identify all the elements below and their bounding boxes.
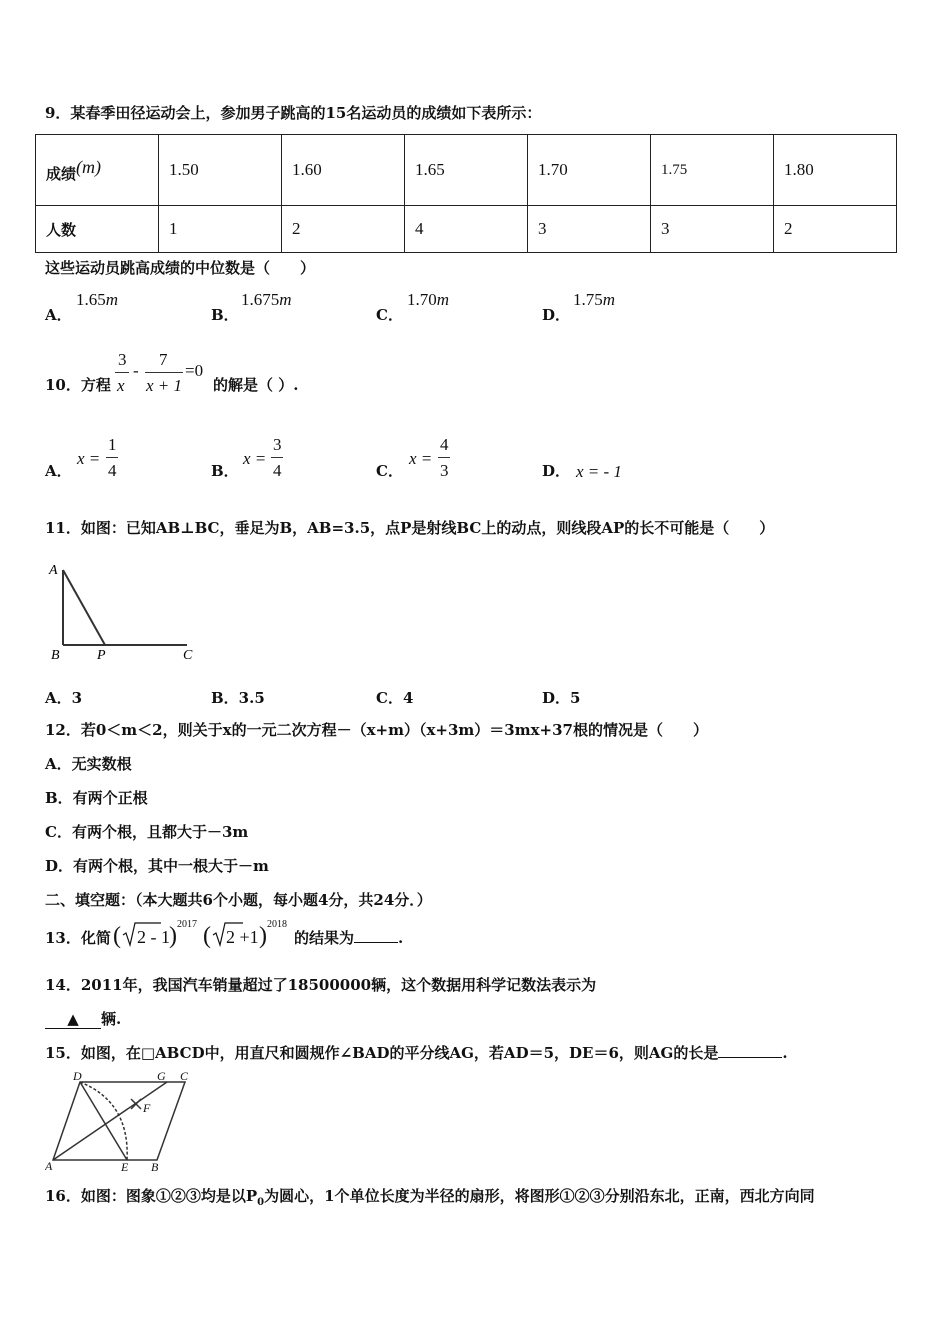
q13-exp2: 2018 [267, 919, 287, 930]
label-p: P [97, 648, 106, 663]
table-cell: 1.60 [282, 135, 405, 206]
label-c: C [183, 648, 193, 663]
table-cell: 1.80 [774, 135, 897, 206]
q9-option-b: B． [211, 306, 239, 324]
label-a: A [45, 1159, 53, 1173]
q10-num1: 3 [118, 350, 127, 369]
q9-table [35, 134, 897, 253]
q14-stem: 14．2011年，我国汽车销量超过了18500000辆，这个数据用科学记数法表示为 [45, 976, 597, 994]
q12-option-c: C．有两个根，且都大于－3m [45, 823, 249, 841]
q12-option-a: A．无实数根 [45, 755, 132, 773]
q9-option-a: A． [45, 306, 72, 324]
table-cell: 2 [774, 206, 897, 253]
label-d: D [73, 1072, 82, 1083]
q10-option-a-bar [106, 457, 118, 458]
q9-option-b-value: 1.675m [241, 290, 292, 309]
q10-option-c-num: 4 [440, 435, 449, 454]
q10-option-d-lhs: x = - 1 [576, 462, 622, 481]
q11-option-a: A．3 [45, 689, 83, 707]
table-cell: 1.65 [405, 135, 528, 206]
q10-fraction-bar-1 [115, 372, 129, 373]
q12-option-d: D．有两个根，其中一根大于－m [45, 857, 269, 875]
q9-stem: 9．某春季田径运动会上，参加男子跳高的15名运动员的成绩如下表所示： [45, 104, 542, 122]
answer-blank[interactable] [354, 942, 398, 943]
q11-option-b: B．3.5 [211, 689, 265, 707]
q10-option-a-lhs: x = [77, 449, 101, 468]
q9-question: 这些运动员跳高成绩的中位数是（ ） [45, 259, 316, 277]
svg-text:): ) [169, 923, 177, 949]
q13-expr2: 2 +1 [226, 927, 259, 947]
q10-option-b-den: 4 [273, 461, 282, 480]
q12-option-b: B．有两个正根 [45, 789, 148, 807]
q10-option-c-bar [438, 457, 450, 458]
segment-ap [63, 570, 105, 645]
answer-blank[interactable] [718, 1057, 782, 1058]
q9-option-c: C． [376, 306, 403, 324]
q12-stem: 12．若0＜m＜2，则关于x的一元二次方程－（x+m）（x+3m）＝3mx+37根的情况是（ ） [45, 721, 708, 739]
q9-option-a-value: 1.65m [76, 290, 119, 309]
q15-stem: 15．如图，在□ABCD中，用直尺和圆规作∠BAD的平分线AG，若AD＝5，DE＝6，则AG的长是 . [45, 1044, 788, 1062]
triangle-marker-icon: ▲ [67, 1010, 79, 1028]
q13-suffix: 的结果为 . [294, 929, 404, 947]
q11-figure [45, 560, 205, 665]
q10-option-a: A． [45, 462, 72, 480]
q13-expr1: 2 - 1 [137, 927, 170, 947]
q10-option-b-num: 3 [273, 435, 282, 454]
q16-stem: 16．如图：图象①②③均是以$P_0$为圆心，1个单位长度为半径的扇形，将图形①②③分别沿东北，正南，西北方向同 [45, 1187, 815, 1208]
table-header-count: 人数 [36, 206, 159, 253]
q11-option-d: D．5 [542, 689, 581, 707]
q10-option-b: B． [211, 462, 239, 480]
label-f: F [143, 1101, 151, 1115]
q10-fraction-bar-2 [145, 372, 183, 373]
q10-suffix: 的解是（ ）. [213, 376, 299, 394]
q10-option-b-bar [271, 457, 283, 458]
q10-prefix: 10．方程 [45, 376, 111, 394]
q9-option-c-value: 1.70m [407, 290, 450, 309]
q14-answer-line: ▲ 辆. [45, 1010, 121, 1029]
q11-option-c: C．4 [376, 689, 414, 707]
label-b: B [51, 648, 60, 663]
table-cell: 3 [651, 206, 774, 253]
q10-minus: - [133, 361, 139, 380]
label-b: B [151, 1160, 159, 1174]
segment-de [80, 1082, 127, 1160]
q10-num2: 7 [159, 350, 168, 369]
q10-den1: x [117, 376, 125, 395]
label-a: A [49, 563, 58, 578]
q13-expression [113, 915, 293, 955]
q10-option-a-den: 4 [108, 461, 117, 480]
table-cell: 4 [405, 206, 528, 253]
table-cell: 1.70 [528, 135, 651, 206]
q10-den2: x + 1 [146, 376, 183, 395]
q9-option-d-value: 1.75m [573, 290, 616, 309]
svg-text:(: ( [113, 923, 121, 949]
section-2-heading: 二、填空题：（本大题共6个小题，每小题4分，共24分．） [45, 891, 432, 909]
q10-rhs: =0 [185, 361, 204, 380]
table-cell: 2 [282, 206, 405, 253]
label-c: C [180, 1072, 189, 1083]
svg-text:): ) [259, 923, 267, 949]
table-cell: 1 [159, 206, 282, 253]
table-header-score: 成绩$^{(m)}$ [36, 135, 159, 206]
table-cell: 1.75 [651, 135, 774, 206]
q10-option-c-den: 3 [440, 461, 449, 480]
answer-blank[interactable] [45, 1010, 101, 1029]
parallelogram-abcd [53, 1082, 185, 1160]
q10-option-d: D． [542, 462, 571, 480]
q10-option-c-lhs: x = [409, 449, 433, 468]
q10-option-b-lhs: x = [243, 449, 267, 468]
q13-prefix: 13．化简 [45, 929, 111, 947]
q10-option-a-num: 1 [108, 435, 117, 454]
table-cell: 3 [528, 206, 651, 253]
q15-figure [45, 1072, 205, 1174]
label-e: E [121, 1160, 129, 1174]
q13-exp1: 2017 [177, 919, 197, 930]
table-cell: 1.50 [159, 135, 282, 206]
q9-option-d: D． [542, 306, 571, 324]
label-g: G [157, 1072, 166, 1083]
q11-stem: 11．如图：已知AB⊥BC，垂足为B，AB=3.5，点P是射线BC上的动点，则线段AP的长不可能是（ ） [45, 519, 775, 537]
bisector-ag [53, 1082, 167, 1160]
q10-option-c: C． [376, 462, 403, 480]
svg-text:(: ( [203, 923, 211, 949]
